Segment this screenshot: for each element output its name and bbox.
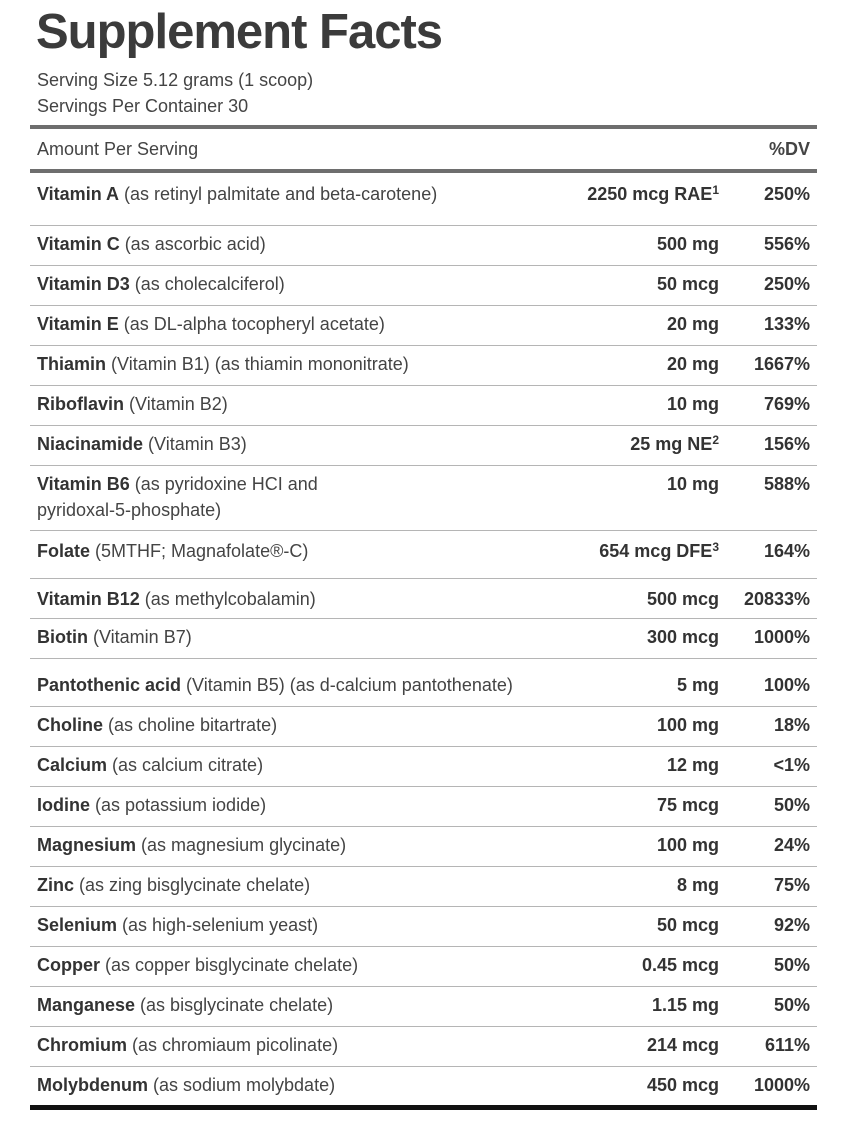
nutrient-name: Calcium (37, 755, 108, 775)
amount-value: 20 mg (666, 314, 719, 334)
nutrient-name: Manganese (37, 995, 136, 1015)
amount-value: 654 mcg DFE (599, 541, 713, 561)
table-row (30, 466, 817, 531)
amount-cell (667, 391, 719, 417)
table-row (30, 747, 817, 787)
amount-cell (587, 181, 719, 207)
amount-cell (599, 538, 719, 564)
daily-value-cell: 18% (773, 715, 810, 735)
table-bottom-rule (30, 1105, 817, 1110)
amount-value: 100 mg (656, 835, 719, 855)
daily-value-cell: 588% (763, 474, 810, 494)
nutrient-name-cell (37, 311, 557, 337)
nutrient-name-cell (37, 752, 557, 778)
nutrient-source: (Vitamin B1) (as thiamin mononitrate) (106, 354, 409, 374)
table-row (30, 659, 817, 707)
amount-cell (647, 1032, 719, 1058)
daily-value-cell: 20833% (743, 589, 810, 609)
daily-value-cell: 50% (773, 995, 810, 1015)
nutrient-source: (as ascorbic acid) (119, 234, 266, 254)
nutrient-name-cell (37, 538, 557, 564)
nutrient-name-cell (37, 952, 557, 978)
nutrient-name: Thiamin (37, 354, 107, 374)
nutrient-source: (as pyridoxine HCI and pyridoxal-5-phosphate) (37, 474, 318, 520)
daily-value-cell: 133% (763, 314, 810, 334)
amount-value: 300 mcg (646, 627, 719, 647)
amount-cell (667, 351, 719, 377)
nutrient-name: Vitamin B12 (37, 589, 140, 609)
daily-value-cell: 156% (763, 434, 810, 454)
table-row (30, 386, 817, 426)
table-row (30, 947, 817, 987)
nutrient-source: (as magnesium glycinate) (136, 835, 347, 855)
amount-value: 450 mcg (646, 1075, 719, 1095)
amount-cell (657, 792, 719, 818)
amount-cell (647, 586, 719, 612)
daily-value-cell: 92% (773, 915, 810, 935)
nutrient-source: (5MTHF; Magnafolate®-C) (90, 541, 309, 561)
amount-value: 50 mcg (656, 915, 719, 935)
nutrient-source: (as sodium molybdate) (148, 1075, 336, 1095)
amount-cell (667, 471, 719, 497)
dv-column-label: %DV (768, 139, 810, 159)
nutrient-name: Vitamin D3 (37, 274, 130, 294)
nutrient-source: (as cholecalciferol) (129, 274, 285, 294)
amount-cell (667, 311, 719, 337)
table-row (30, 579, 817, 619)
nutrient-source: (as retinyl palmitate and beta-carotene) (119, 184, 438, 204)
daily-value-cell: 1000% (753, 1075, 810, 1095)
nutrient-name: Vitamin B6 (37, 474, 130, 494)
nutrient-name-cell (37, 872, 557, 898)
amount-value: 100 mg (656, 715, 719, 735)
nutrient-source: (as bisglycinate chelate) (135, 995, 334, 1015)
amount-cell (677, 672, 719, 698)
amount-cell (630, 431, 719, 457)
nutrient-name: Vitamin A (37, 184, 120, 204)
nutrient-name-cell (37, 672, 557, 698)
nutrient-name-cell (37, 271, 557, 297)
amount-cell (657, 231, 719, 257)
table-row (30, 827, 817, 867)
amount-per-serving-label: Amount Per Serving (37, 139, 199, 159)
nutrient-name-cell (37, 351, 557, 377)
nutrient-name: Iodine (37, 795, 90, 815)
amount-value: 10 mg (666, 474, 719, 494)
nutrient-name: Choline (37, 715, 103, 735)
nutrient-name: Biotin (37, 627, 88, 647)
daily-value-cell: 611% (764, 1035, 810, 1055)
nutrient-source: (as high-selenium yeast) (117, 915, 319, 935)
nutrient-source: (as potassium iodide) (90, 795, 267, 815)
table-row (30, 619, 817, 659)
table-row (30, 907, 817, 947)
daily-value-cell: <1% (773, 755, 810, 775)
nutrient-name: Niacinamide (37, 434, 144, 454)
amount-value: 10 mg (666, 394, 719, 414)
amount-cell (647, 624, 719, 650)
table-row (30, 987, 817, 1027)
nutrient-name-cell (37, 231, 557, 257)
table-row (30, 1067, 817, 1107)
amount-value: 12 mg (666, 755, 719, 775)
table-row (30, 426, 817, 466)
daily-value-cell: 1000% (753, 627, 810, 647)
nutrient-name-cell (37, 792, 557, 818)
nutrient-source: (Vitamin B7) (88, 627, 192, 647)
nutrient-name-cell (37, 832, 557, 858)
table-row (30, 226, 817, 266)
amount-value: 214 mcg (646, 1035, 719, 1055)
nutrient-name-cell (37, 992, 557, 1018)
nutrient-name-cell (37, 391, 557, 417)
nutrient-source: (as DL-alpha tocopheryl acetate) (118, 314, 385, 334)
amount-cell (647, 1072, 719, 1098)
footnote-marker: 1 (712, 183, 719, 197)
daily-value-cell: 250% (763, 184, 810, 204)
nutrient-name-cell (37, 912, 557, 938)
amount-value: 25 mg NE (630, 434, 713, 454)
nutrient-source: (Vitamin B2) (124, 394, 228, 414)
nutrient-name: Molybdenum (37, 1075, 148, 1095)
nutrient-name-cell (37, 1072, 557, 1098)
daily-value-cell: 556% (763, 234, 810, 254)
nutrient-name: Chromium (37, 1035, 127, 1055)
daily-value-cell: 769% (763, 394, 810, 414)
nutrient-source: (as methylcobalamin) (139, 589, 316, 609)
table-header (30, 129, 817, 169)
nutrient-name: Copper (37, 955, 100, 975)
amount-value: 0.45 mcg (641, 955, 719, 975)
table-row (30, 867, 817, 907)
table-row (30, 1027, 817, 1067)
amount-cell (657, 271, 719, 297)
nutrient-name: Folate (37, 541, 91, 561)
page-title: Supplement Facts (36, 5, 443, 59)
daily-value-cell: 50% (773, 795, 810, 815)
table-row (30, 266, 817, 306)
amount-value: 20 mg (666, 354, 719, 374)
nutrient-source: (Vitamin B3) (143, 434, 247, 454)
amount-cell (652, 992, 719, 1018)
daily-value-cell: 164% (763, 541, 810, 561)
table-row (30, 346, 817, 386)
table-row (30, 306, 817, 346)
daily-value-cell: 50% (773, 955, 810, 975)
daily-value-cell: 100% (763, 675, 810, 695)
nutrient-name: Vitamin C (37, 234, 120, 254)
nutrient-name-cell (37, 586, 557, 612)
amount-cell (642, 952, 719, 978)
footnote-marker: 2 (712, 433, 719, 447)
nutrient-name: Riboflavin (37, 394, 125, 414)
table-row (30, 707, 817, 747)
nutrient-source: (as chromiaum picolinate) (127, 1035, 339, 1055)
nutrient-name-cell (37, 624, 557, 650)
nutrient-source: (as choline bitartrate) (103, 715, 278, 735)
amount-value: 2250 mcg RAE (587, 184, 713, 204)
servings-per-container: Servings Per Container 30 (37, 96, 249, 116)
amount-value: 500 mcg (646, 589, 719, 609)
nutrient-name: Magnesium (37, 835, 137, 855)
amount-cell (657, 912, 719, 938)
amount-cell (677, 872, 719, 898)
nutrient-name: Selenium (37, 915, 118, 935)
nutrient-name: Zinc (37, 875, 75, 895)
daily-value-cell: 75% (773, 875, 810, 895)
nutrient-name: Pantothenic acid (37, 675, 182, 695)
amount-value: 1.15 mg (651, 995, 719, 1015)
nutrient-name-cell (37, 181, 557, 207)
daily-value-cell: 250% (763, 274, 810, 294)
amount-value: 5 mg (676, 675, 719, 695)
amount-value: 8 mg (676, 875, 719, 895)
amount-cell (657, 712, 719, 738)
serving-size: Serving Size 5.12 grams (1 scoop) (37, 70, 314, 90)
amount-value: 500 mg (656, 234, 719, 254)
amount-cell (667, 752, 719, 778)
amount-value: 75 mcg (656, 795, 719, 815)
nutrient-table (30, 173, 817, 1107)
table-row (30, 173, 817, 226)
nutrient-source: (as zing bisglycinate chelate) (74, 875, 311, 895)
amount-cell (657, 832, 719, 858)
footnote-marker: 3 (712, 540, 719, 554)
nutrient-source: (as copper bisglycinate chelate) (100, 955, 359, 975)
nutrient-name: Vitamin E (37, 314, 119, 334)
table-row (30, 531, 817, 579)
table-row (30, 787, 817, 827)
amount-value: 50 mcg (656, 274, 719, 294)
nutrient-source: (Vitamin B5) (as d-calcium pantothenate) (181, 675, 513, 695)
nutrient-name-cell (37, 431, 557, 457)
nutrient-name-cell (37, 471, 367, 523)
nutrient-name-cell (37, 1032, 557, 1058)
nutrient-source: (as calcium citrate) (107, 755, 264, 775)
daily-value-cell: 24% (773, 835, 810, 855)
nutrient-name-cell (37, 712, 557, 738)
daily-value-cell: 1667% (753, 354, 810, 374)
